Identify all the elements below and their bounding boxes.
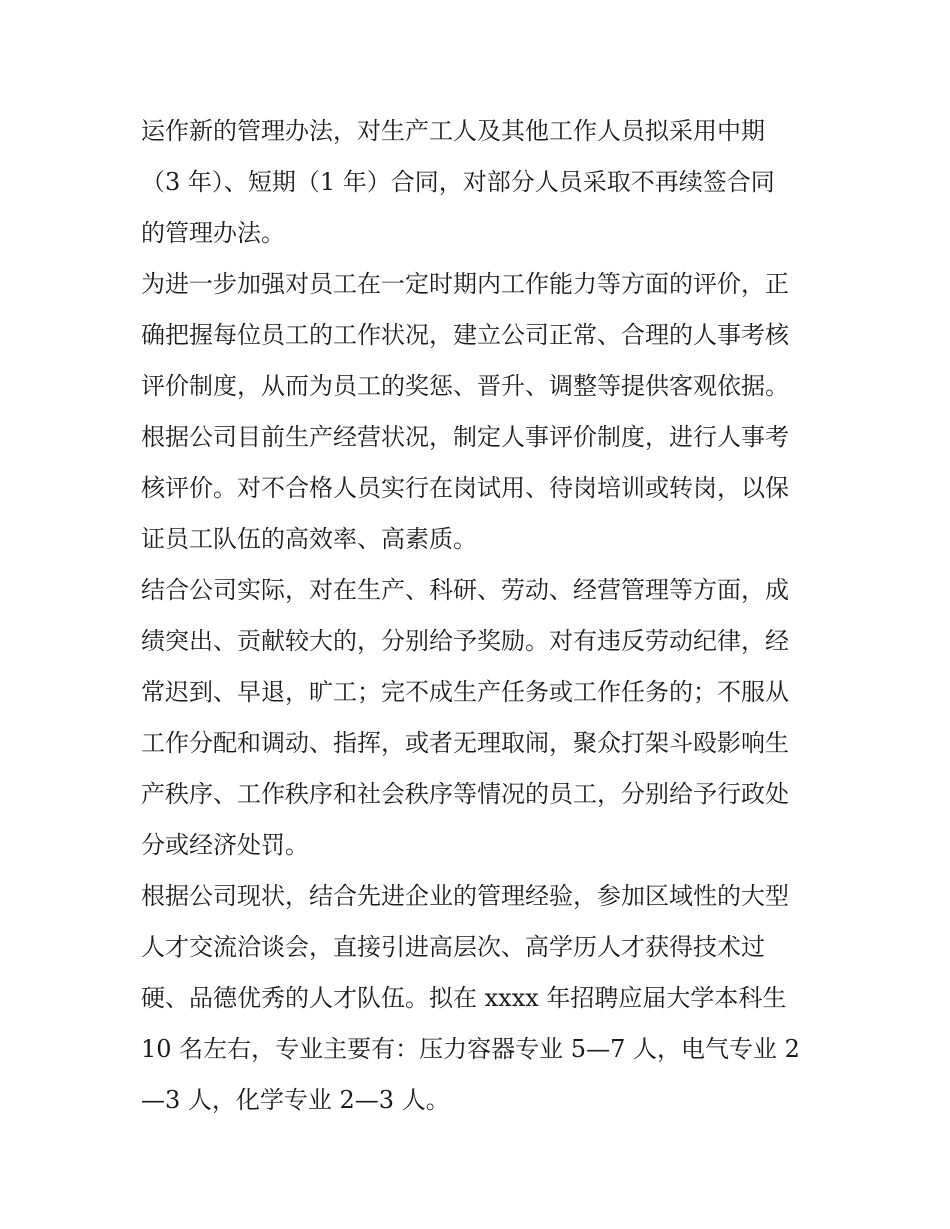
text-line: 工作分配和调动、指挥，或者无理取闹，聚众打架斗殴影响生	[141, 729, 789, 757]
text-line: 根据公司现状，结合先进企业的管理经验，参加区域性的大型	[141, 882, 789, 910]
text-line: 为进一步加强对员工在一定时期内工作能力等方面的评价，正	[141, 270, 789, 298]
text-line: —3 人，化学专业 2—3 人。	[141, 1086, 450, 1114]
text-line: 绩突出、贡献较大的，分别给予奖励。对有违反劳动纪律，经	[141, 627, 789, 655]
text-line: 结合公司实际，对在生产、科研、劳动、经营管理等方面，成	[141, 576, 789, 604]
text-line: 证员工队伍的高效率、高素质。	[141, 525, 477, 553]
paragraph-evaluation-system	[141, 412, 813, 565]
text-line: 确把握每位员工的工作状况，建立公司正常、合理的人事考核	[141, 321, 789, 349]
text-line: 常迟到、早退，旷工；完不成生产任务或工作任务的；不服从	[141, 678, 789, 706]
text-line: 的管理办法。	[141, 219, 285, 247]
paragraph-recruitment	[141, 871, 813, 1126]
text-line: 人才交流洽谈会，直接引进高层次、高学历人才获得技术过	[141, 933, 765, 961]
text-line: 运作新的管理办法，对生产工人及其他工作人员拟采用中期	[141, 117, 765, 145]
text-line: 分或经济处罚。	[141, 831, 309, 859]
text-line: （3 年）、短期（1 年）合同，对部分人员采取不再续签合同	[141, 168, 775, 196]
text-line: 10 名左右，专业主要有：压力容器专业 5—7 人，电气专业 2	[141, 1035, 800, 1063]
paragraph-rewards-penalties	[141, 565, 813, 871]
text-line: 硬、品德优秀的人才队伍。拟在 xxxx 年招聘应届大学本科生	[141, 984, 787, 1012]
paragraph-contract-management	[141, 106, 813, 259]
text-line: 产秩序、工作秩序和社会秩序等情况的员工，分别给予行政处	[141, 780, 789, 808]
text-line: 根据公司目前生产经营状况，制定人事评价制度，进行人事考	[141, 423, 789, 451]
document-body	[141, 106, 813, 1126]
paragraph-evaluation-purpose	[141, 259, 813, 412]
text-line: 评价制度，从而为员工的奖惩、晋升、调整等提供客观依据。	[141, 372, 789, 400]
text-line: 核评价。对不合格人员实行在岗试用、待岗培训或转岗，以保	[141, 474, 789, 502]
